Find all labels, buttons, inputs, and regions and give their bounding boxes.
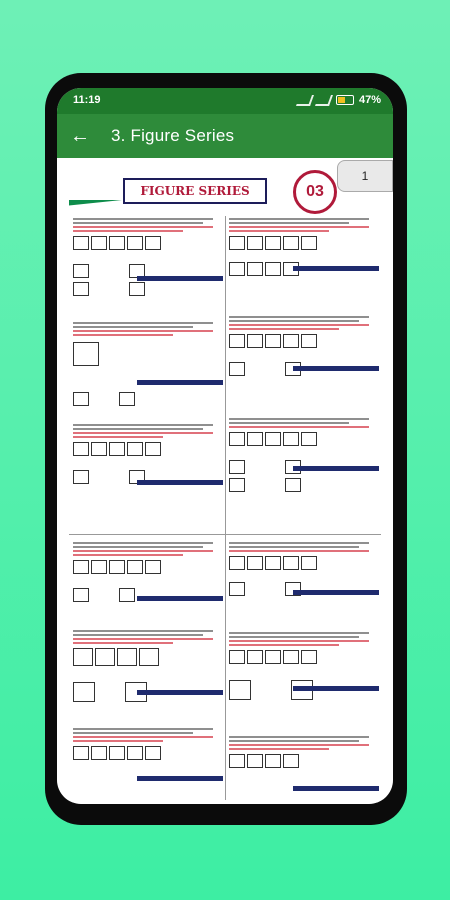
app-bar	[57, 114, 393, 158]
document-page[interactable]	[69, 160, 381, 800]
phone-screen	[57, 88, 393, 804]
question-block	[229, 216, 379, 276]
page-indicator[interactable]: 1	[337, 160, 393, 192]
page-title: 3. Figure Series	[111, 126, 235, 145]
battery-percent: 47%	[358, 94, 381, 106]
wifi-icon	[296, 95, 314, 106]
status-time: 11:19	[73, 94, 101, 106]
signal-icon	[315, 95, 333, 106]
question-block	[73, 422, 223, 484]
status-icons	[298, 94, 381, 106]
question-block	[73, 320, 223, 406]
chapter-number-badge: 03	[293, 170, 337, 214]
question-block	[73, 726, 223, 760]
question-block	[229, 630, 379, 700]
section-divider	[69, 534, 381, 535]
question-block	[73, 216, 223, 296]
question-block	[229, 734, 379, 768]
question-block	[229, 314, 379, 376]
question-block	[229, 540, 379, 596]
arrow-back-icon[interactable]: ←	[70, 124, 90, 147]
column-divider	[225, 216, 226, 800]
battery-icon	[336, 95, 354, 105]
question-block	[73, 540, 223, 602]
question-block	[73, 628, 223, 702]
status-bar	[57, 88, 393, 114]
document-banner: FIGURE SERIES	[123, 178, 267, 204]
question-block	[229, 416, 379, 492]
